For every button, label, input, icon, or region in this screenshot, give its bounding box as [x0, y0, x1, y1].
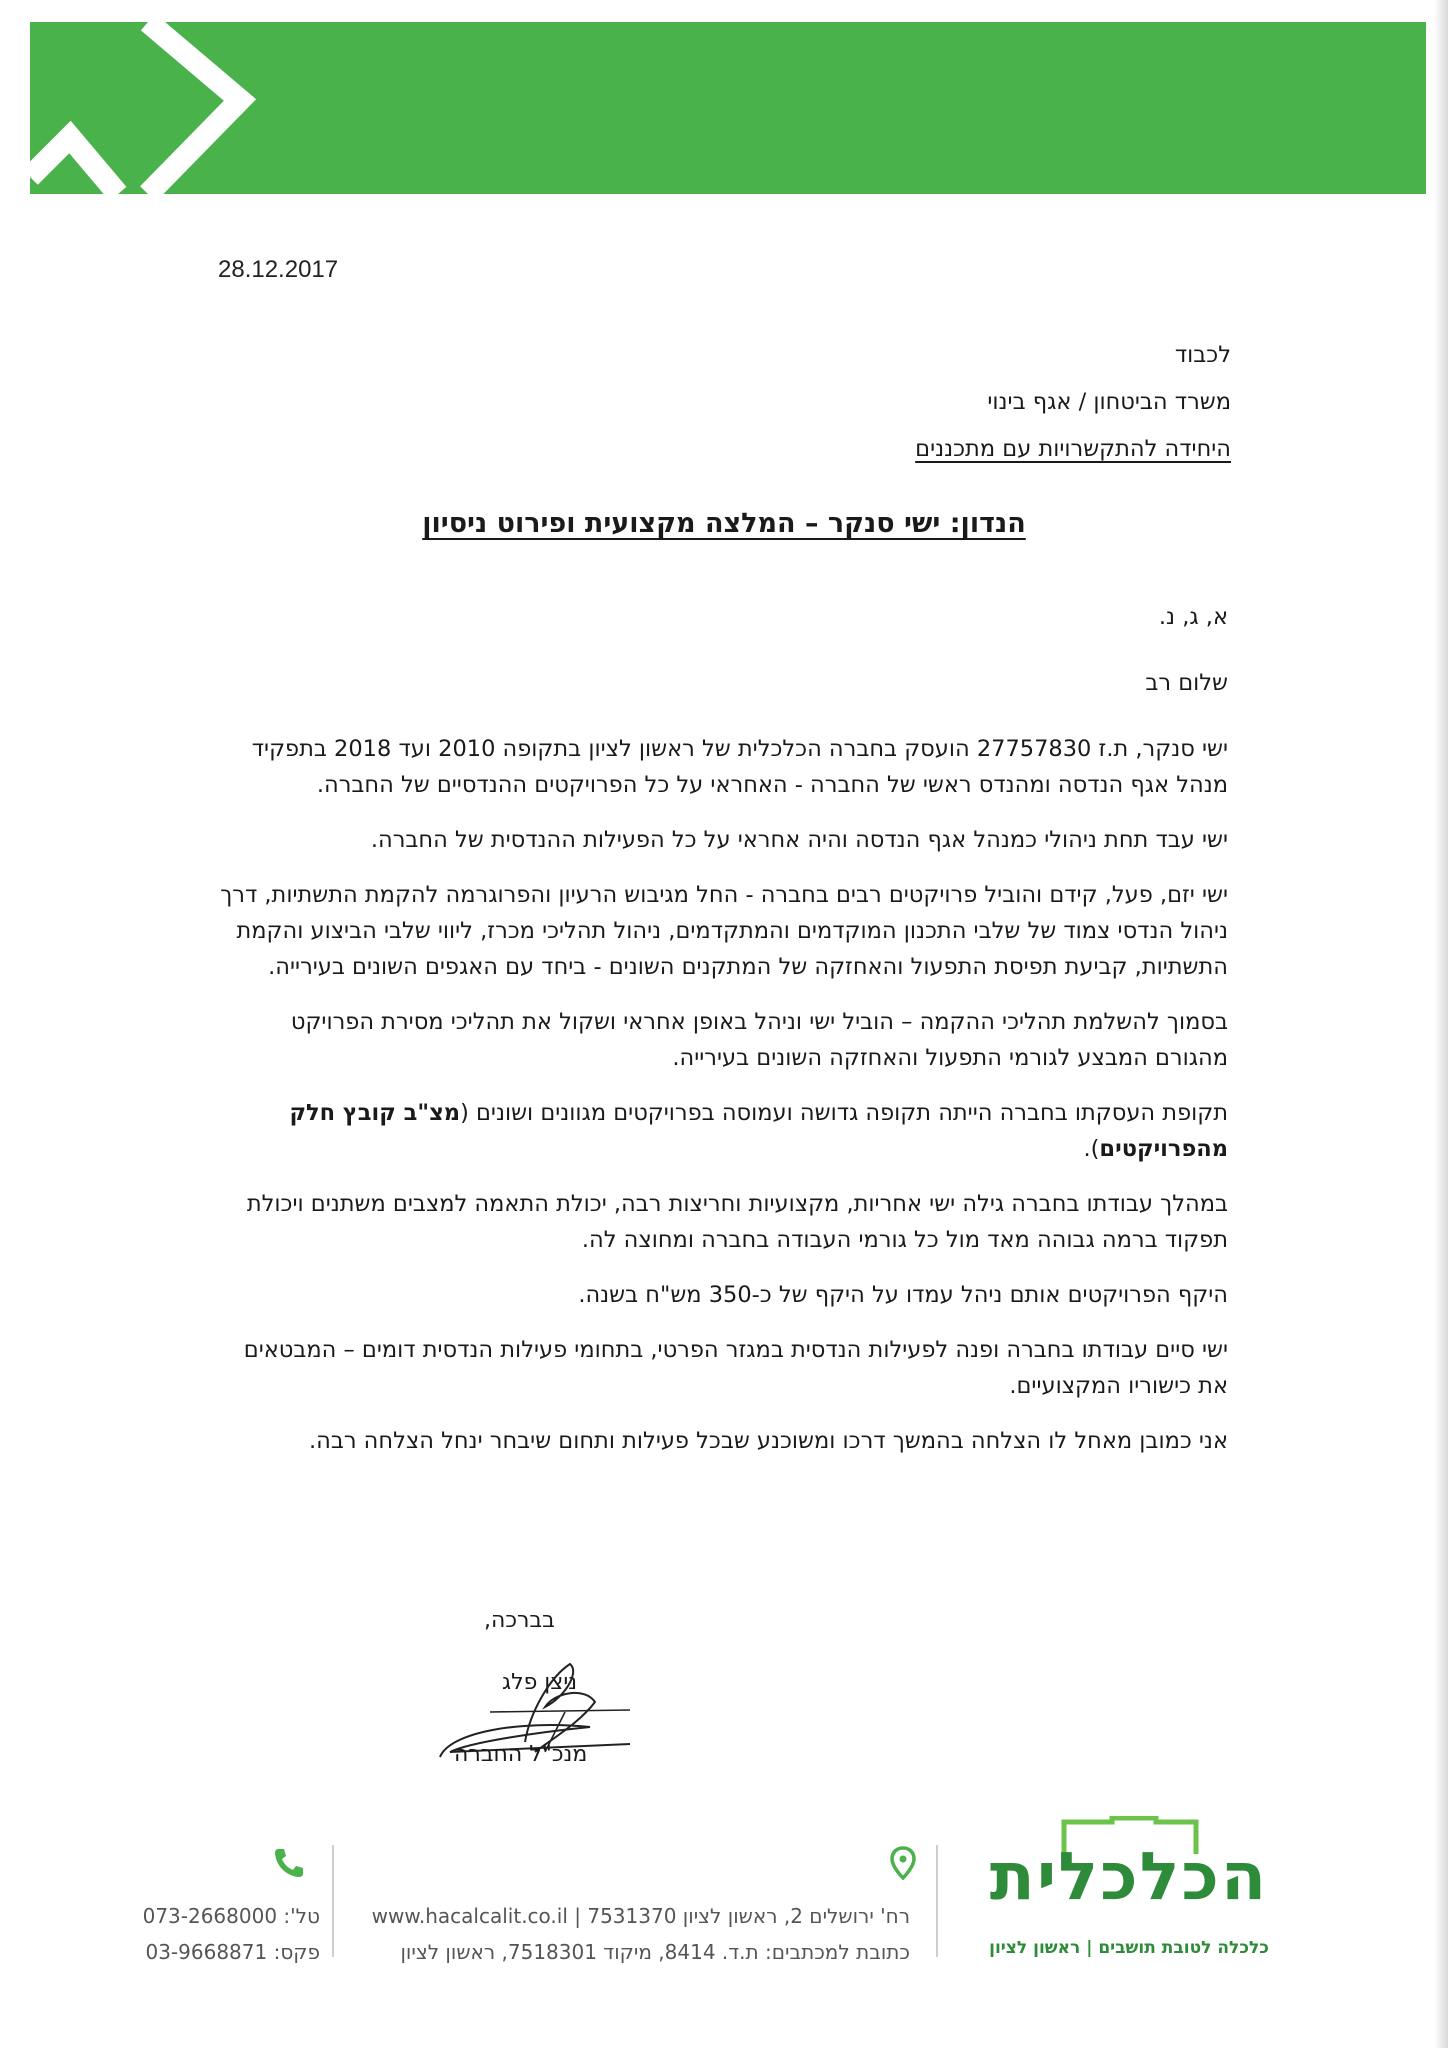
signer-title: מנכ"ל החברה — [454, 1742, 588, 1767]
location-pin-icon — [890, 1846, 916, 1884]
body-paragraph: אני כמובן מאחל לו הצלחה בהמשך דרכו ומשוכנע שבכל פעילות ותחום שיבחר ינחל הצלחה רבה. — [308, 1428, 1228, 1454]
subject-text: הנדון: ישי סנקר – המלצה מקצועית ופירוט ניסיון — [422, 508, 1026, 539]
body-paragraph: ישי יזם, פעל, קידם והוביל פרויקטים רבים בחברה - החל מגיבוש הרעיון והפרוגרמה להקמת התשתיות, דרך ניהול הנדסי צמוד של שלבי התכנון המוקדמים והמתקדמים, ניהול תהליכי מכרז, ליווי שלבי הביצוע והקמת התשתיות, קביעת תפיסת התפעול והאחזקה של המתקנים השונים - ביחד עם האגפים השונים בעירייה. — [220, 882, 1228, 980]
closing-blessing: בברכה, — [484, 1608, 555, 1633]
signer-name: ניצן פלג — [502, 1670, 578, 1695]
greeting-salutation: שלום רב — [1145, 670, 1228, 696]
company-logo: הכלכלית — [989, 1838, 1269, 1915]
footer-divider — [332, 1845, 334, 1957]
body-paragraph: במהלך עבודתו בחברה גילה ישי אחריות, מקצועיות וחריצות רבה, יכולת התאמה למצבים משתנים ויכולת תפקוד ברמה גבוהה מאד מול כל גורמי העבודה בחברה ומחוצה לה. — [246, 1191, 1228, 1253]
subject-line — [0, 508, 1448, 539]
footer-address: רח' ירושלים 2, ראשון לציון 7531370 | www.hacalcalit.co.il — [371, 1904, 910, 1928]
header-banner — [30, 22, 1426, 194]
addressee-block — [631, 338, 1231, 479]
greeting-initials: א, ג, נ. — [1158, 604, 1228, 630]
body-paragraph: ישי סיים עבודתו בחברה ופנה לפעילות הנדסית במגזר הפרטי, בתחומי פעילות הנדסית דומים – המבטאים את כישוריו המקצועיים. — [243, 1337, 1228, 1399]
body-paragraph: ישי עבד תחת ניהולי כמנהל אגף הנדסה והיה אחראי על כל הפעילות ההנדסית של החברה. — [370, 827, 1228, 853]
body-paragraph: ישי סנקר, ת.ז 27757830 הועסק בחברה הכלכלית של ראשון לציון בתקופה 2010 ועד 2018 בתפקיד מנהל אגף הנדסה ומהנדס ראשי של החברה - האחראי על כל הפרויקטים ההנדסיים של החברה. — [251, 736, 1228, 798]
footer-phone: טל': 073-2668000 — [142, 1904, 320, 1928]
letter-date: 28.12.2017 — [218, 256, 339, 283]
letter-body — [214, 731, 1228, 1478]
body-p5-end: ). — [1083, 1136, 1100, 1162]
addressee-line-3: היחידה להתקשרויות עם מתכננים — [915, 436, 1231, 462]
footer-divider — [936, 1845, 938, 1957]
phone-icon — [272, 1846, 306, 1882]
page-edge-shadow — [1434, 0, 1448, 2048]
footer-mailing-address: כתובת למכתבים: ת.ד. 8414, מיקוד 7518301, ראשון לציון — [400, 1940, 910, 1964]
footer-fax: פקס: 03-9668871 — [145, 1940, 320, 1964]
addressee-line-1: לכבוד — [1174, 342, 1231, 368]
body-p5-text: תקופת העסקתו בחברה הייתה תקופה גדושה ועמוסה בפרויקטים מגוונים ושונים ( — [460, 1100, 1228, 1126]
body-paragraph: בסמוך להשלמת תהליכי ההקמה – הוביל ישי וניהל באופן אחראי ושקול את תהליכי מסירת הפרויקט מהגורם המבצע לגורמי התפעול והאחזקה השונים בעירייה. — [290, 1009, 1228, 1071]
addressee-line-2: משרד הביטחון / אגף בינוי — [987, 389, 1231, 415]
company-tagline: כלכלה לטובת תושבים | ראשון לציון — [989, 1938, 1269, 1958]
body-paragraph: היקף הפרויקטים אותם ניהל עמדו על היקף של כ-350 מש"ח בשנה. — [578, 1282, 1228, 1308]
body-paragraph — [214, 1095, 1228, 1167]
body-p5-bold: מצ"ב קובץ חלק מהפרויקטים — [289, 1100, 1228, 1162]
